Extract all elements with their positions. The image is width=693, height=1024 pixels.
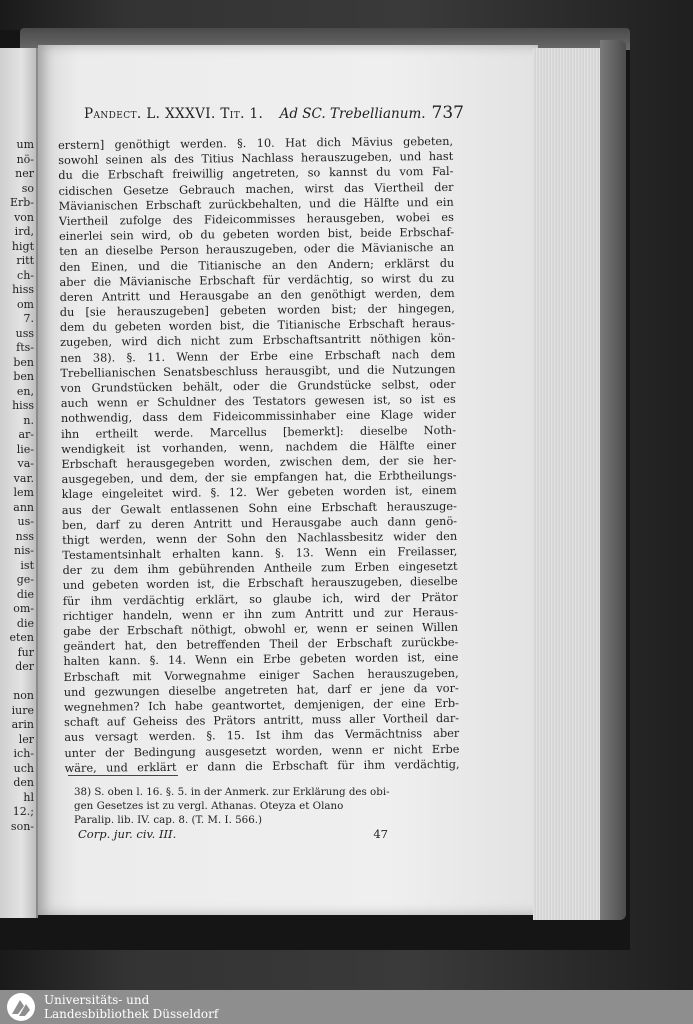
left-page-fragment: nss [15, 529, 34, 543]
signature-mark: Corp. jur. civ. III. [78, 827, 177, 841]
page-number: 737 [431, 103, 464, 123]
text-line: halten kann. §. 14. Wenn ein Erbe gebeten worden ist, eine [63, 651, 459, 669]
left-page-fragment: ben [13, 355, 34, 369]
text-line: erstern] genöthigt werden. §. 10. Hat dich Mävius gebeten, [58, 134, 454, 152]
left-page-fragment: fur [17, 645, 34, 659]
left-page-fragment: us- [17, 515, 34, 528]
header-section: Pandect. L. XXXVI. Tit. 1. [84, 106, 264, 122]
left-page-fragment: non [13, 689, 34, 702]
text-line: klage eingeleitet wird. §. 12. Wer gebeten worden ist, einem [61, 484, 457, 502]
text-line: nothwendig, dass dem Fideicommissinhaber eine Klage wider [60, 408, 456, 426]
text-line: wegnehmen? Ich habe geantwortet, demjenigen, der eine Erb- [63, 696, 460, 714]
left-page-fragment: Erb- [9, 196, 34, 209]
text-line: aus versagt werden. §. 15. Ist ihm das Vermächtniss aber [64, 727, 460, 745]
left-page-fragment: var. [13, 471, 34, 485]
text-line: dem du gebeten worden bist, die Titianische Erbschaft heraus- [59, 317, 456, 335]
left-page-fragment: ird, [14, 225, 34, 238]
text-line: von Grundstücken behält, oder die Grundstücke selbst, oder [60, 377, 456, 395]
left-page-fragment: iure [11, 703, 34, 717]
text-line: du [sie herauszugeben] gebeten worden bist; der hingegen, [59, 301, 455, 320]
text-line: richtiger handeln, wenn er ihn zum Antritt und zur Heraus- [62, 605, 459, 623]
text-line: wendigkeit ist vorhanden, wenn, nachdem die Hälfte einer [61, 438, 457, 456]
text-line: der zu dem ihm gebührenden Antheile zum Erben eingesetzt [62, 560, 458, 578]
left-page-fragment: hiss [12, 399, 34, 412]
text-line: einerlei sein wird, ob du gebeten worden bist, beide Erbschaf- [58, 225, 455, 244]
left-page-fragment: ler [18, 732, 34, 746]
text-line: thigt werden, wenn der Sohn den Nachlassbesitz wider den [62, 529, 458, 547]
left-page-fragment: hiss [12, 283, 34, 296]
left-page-fragment: ann [13, 500, 34, 514]
left-page-fragment: eten [9, 631, 34, 644]
left-page-fragment: nö- [16, 152, 34, 166]
left-page-fragment: fts- [16, 341, 34, 354]
text-line: ben, darf zu deren Antritt und Herausgabe auch dann genö- [61, 514, 458, 532]
library-name-line1: Universitäts- und [44, 993, 150, 1007]
left-page-fragment: n. [23, 413, 34, 427]
body-text [58, 134, 460, 776]
left-page-fragment: ben [13, 370, 34, 383]
text-line: wäre, und erklärt er dann die Erbschaft für ihm verdächtig, [64, 757, 460, 775]
library-footer [0, 990, 693, 1024]
text-line: aus der Gewalt entlassenen Sohn eine Erbschaft herauszuge- [61, 499, 457, 517]
left-page-fragment: uss [15, 326, 34, 340]
left-page-fragment: ar- [18, 428, 34, 441]
text-line: du die Erbschaft freiwillig angetreten, so kannst du vom Fal- [58, 165, 454, 183]
left-page-fragment: 12.; [12, 805, 34, 818]
left-page-fragment: ch- [17, 268, 34, 282]
left-page-fragments [2, 138, 34, 834]
header-title-group [280, 103, 464, 123]
text-line: geändert hat, den betreffenden Theil der Erbschaft zurückbe- [63, 636, 459, 654]
left-page-fragment: den [13, 776, 34, 789]
text-line: und gebeten worden ist, die Erbschaft herauszugeben, dieselbe [62, 575, 458, 593]
text-line: unter der Bedingung ausgesetzt worden, wenn er nicht Erbe [64, 742, 460, 760]
left-page-fragment: nis- [14, 544, 34, 557]
header-title: Ad SC. Trebellianum. [279, 106, 426, 122]
text-line: Erbschaft herausgegeben worden, zwischen dem, der sie her- [61, 453, 457, 471]
left-page-fragment: so [21, 181, 34, 195]
left-page-fragment: higt [11, 239, 34, 253]
left-page-fragment: arin [11, 718, 34, 731]
text-line: ten an dieselbe Person herauszugeben, oder die Mävianische an [59, 241, 455, 259]
left-page-fragment: va- [17, 457, 34, 470]
text-line: gabe der Erbschaft nöthigt, obwohl er, wenn er seinen Willen [63, 620, 459, 638]
left-page-fragment: die [16, 587, 34, 601]
running-header [84, 103, 464, 123]
text-line: deren Antritt und Herausgabe an den genöthigt werden, dem [59, 286, 455, 304]
text-line: Mävianischen Erbschaft zurückbehalten, und die Hälfte und ein [58, 195, 454, 213]
left-page-fragment: ich- [13, 747, 34, 760]
text-line: Viertheil zufolge des Fideicommisses herausgeben, wobei es [58, 210, 454, 228]
left-page-fragment: von [14, 210, 34, 224]
text-line: sowohl seinen als des Titius Nachlass herauszugeben, und hast [58, 150, 454, 168]
left-page-fragment: en, [16, 384, 34, 398]
library-name-line2: Landesbibliothek Düsseldorf [44, 1007, 219, 1021]
left-page-fragment: ist [20, 558, 34, 572]
left-page-fragment: um [16, 138, 34, 151]
text-line: schaft auf Geheiss des Prätors antritt, muss aller Vortheil dar- [64, 711, 460, 730]
footnote [74, 785, 454, 827]
text-line: Trebellianischen Senatsbeschluss herausgibt, und die Nutzungen [60, 362, 456, 380]
text-line: den Einen, und die Titianische an den Andern; erklärst du [59, 256, 455, 274]
text-line: auch wenn er Schuldner des Testators gewesen ist, so ist es [60, 393, 456, 411]
text-line: Testamentsinhalt erhalten kann. §. 13. Wenn ein Freilasser, [62, 544, 458, 563]
left-page-fragment: ner [15, 167, 34, 180]
text-line: ihn ertheilt werde. Marcellus [bemerkt]: dieselbe Noth- [61, 423, 457, 441]
text-line: Erbschaft mit Vorwegnahme einiger Sachen herauszugeben, [63, 666, 459, 684]
left-page-fragment: son- [10, 819, 34, 833]
left-page-fragment: om [16, 297, 34, 311]
library-name [44, 993, 218, 1021]
text-line: und gezwungen dieselbe angetreten hat, darf er jene da vor- [63, 681, 459, 699]
left-page-fragment: ritt [16, 254, 34, 267]
text-line: ausgegeben, und dem, der sie empfangen hat, die Erbtheilungs- [61, 468, 457, 487]
left-page-fragment: 7. [23, 312, 34, 325]
page-edges [533, 48, 608, 920]
footnote-line: gen Gesetzes ist zu vergl. Athanas. Oteyza et Olano [74, 800, 344, 812]
library-logo-icon [6, 992, 36, 1022]
footnote-line: 38) S. oben l. 16. §. 5. in der Anmerk. zur Erklärung des obi- [74, 786, 390, 798]
footnote-rule [68, 775, 178, 776]
left-page-fragment: lem [13, 486, 34, 499]
text-line: für ihm verdächtig erklärt, so glaube ich, wird der Prätor [62, 590, 458, 608]
signature-number: 47 [373, 827, 388, 841]
left-page-fragment: om- [13, 602, 34, 615]
left-page-edge [0, 48, 38, 918]
text-line: cidischen Gesetze Gebrauch machen, wirst das Viertheil der [58, 180, 454, 198]
footnote-line: Paralip. lib. IV. cap. 8. (T. M. I. 566.) [74, 814, 263, 826]
left-page-fragment: die [16, 616, 34, 630]
text-line: nen 38). §. 11. Wenn der Erbe eine Erbschaft nach dem [60, 347, 456, 365]
signature-line [78, 827, 388, 841]
left-page-fragment: lie- [16, 442, 34, 456]
text-line: aber die Mävianische Erbschaft für verdächtig, so wirst du zu [59, 271, 455, 289]
text-line: zugeben, wird dich nicht zum Erbschaftsantritt nöthigen kön- [60, 332, 456, 350]
left-page-fragment [2, 675, 34, 690]
book-cover-right [600, 40, 626, 920]
left-page-fragment: uch [13, 761, 34, 775]
left-page-fragment: ge- [16, 573, 34, 586]
left-page-fragment: der [15, 660, 34, 673]
left-page-fragment: hl [23, 790, 34, 804]
